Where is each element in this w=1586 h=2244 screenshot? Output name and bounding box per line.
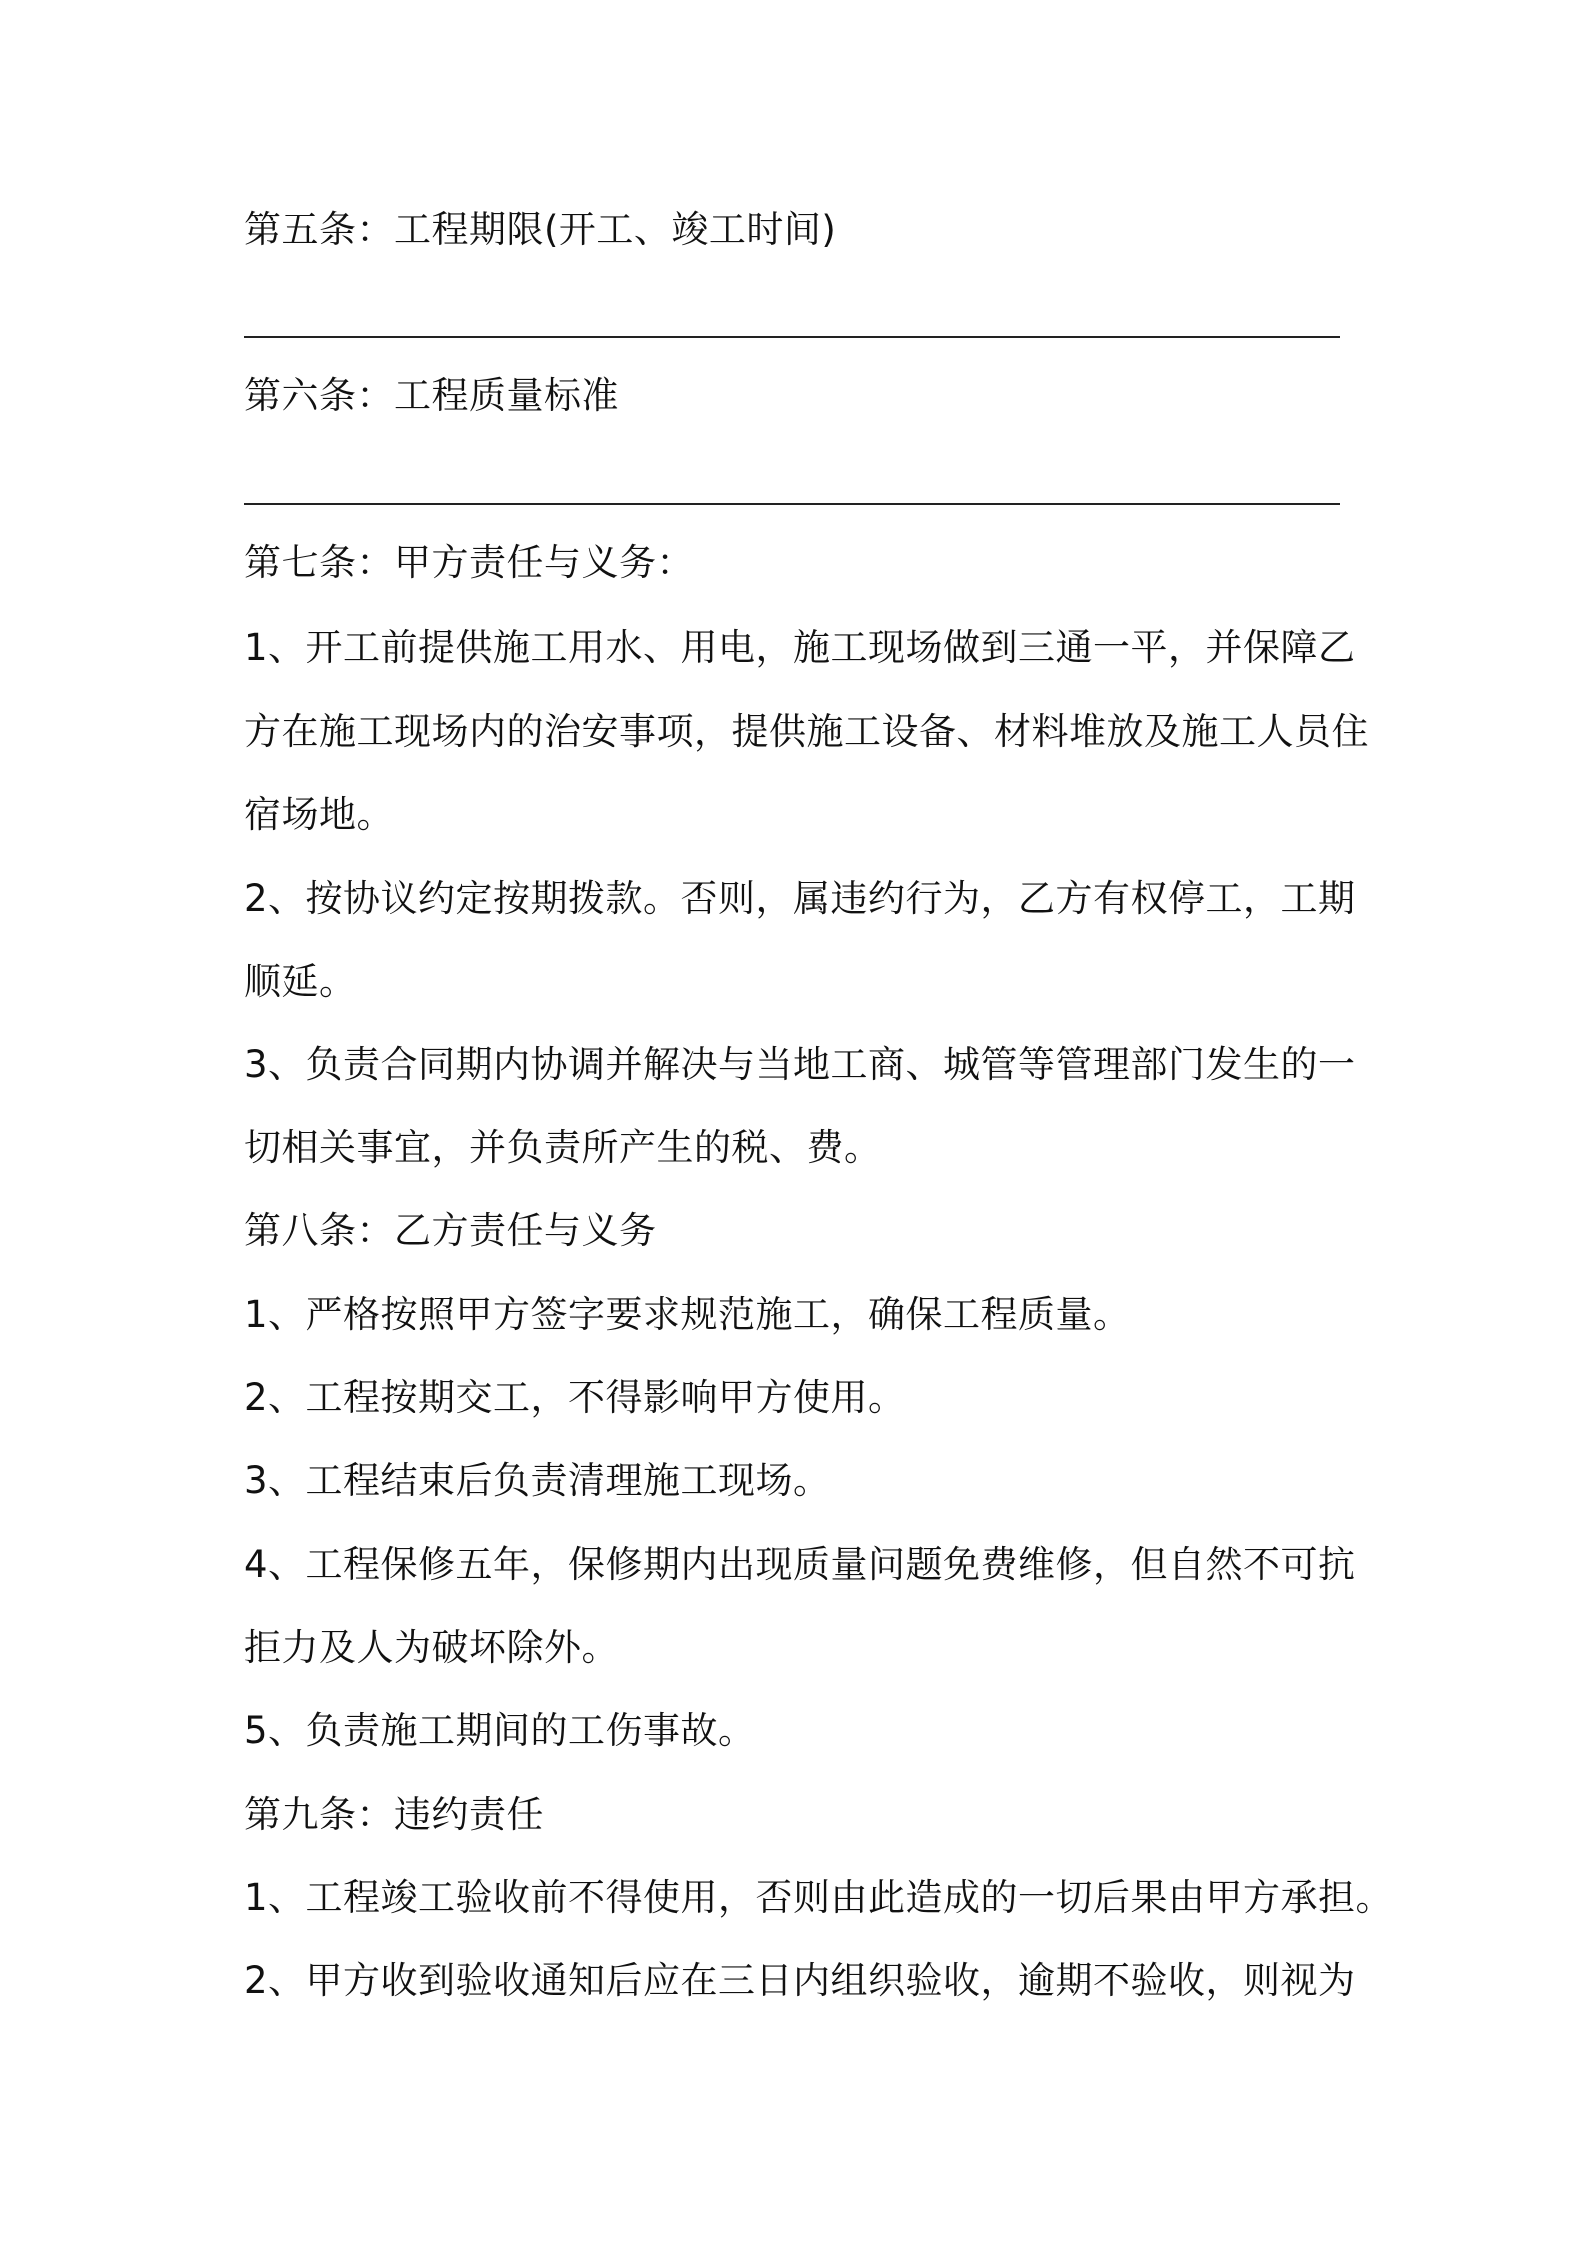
paragraph-line: 1、严格按照甲方签字要求规范施工，确保工程质量。	[244, 1293, 1131, 1336]
article-5-heading: 第五条：工程期限(开工、竣工时间)	[244, 208, 837, 251]
paragraph-line: 2、甲方收到验收通知后应在三日内组织验收，逾期不验收，则视为	[244, 1959, 1356, 2002]
blank-fill-line	[244, 336, 1340, 338]
paragraph-line: 切相关事宜，并负责所产生的税、费。	[244, 1126, 882, 1169]
article-9-heading: 第九条：违约责任	[244, 1793, 544, 1836]
paragraph-line: 2、按协议约定按期拨款。否则，属违约行为，乙方有权停工，工期	[244, 877, 1356, 920]
paragraph-line: 1、开工前提供施工用水、用电，施工现场做到三通一平，并保障乙	[244, 626, 1356, 669]
paragraph-line: 5、负责施工期间的工伤事故。	[244, 1709, 756, 1752]
article-8-heading: 第八条：乙方责任与义务	[244, 1209, 657, 1252]
paragraph-line: 顺延。	[244, 960, 357, 1003]
article-6-heading: 第六条：工程质量标准	[244, 374, 619, 417]
paragraph-line: 方在施工现场内的治安事项，提供施工设备、材料堆放及施工人员住	[244, 710, 1369, 753]
paragraph-line: 宿场地。	[244, 793, 394, 836]
paragraph-line: 拒力及人为破坏除外。	[244, 1626, 619, 1669]
article-7-heading: 第七条：甲方责任与义务：	[244, 541, 694, 584]
paragraph-line: 3、负责合同期内协调并解决与当地工商、城管等管理部门发生的一	[244, 1043, 1356, 1086]
paragraph-line: 3、工程结束后负责清理施工现场。	[244, 1459, 831, 1502]
paragraph-line: 1、工程竣工验收前不得使用，否则由此造成的一切后果由甲方承担。	[244, 1876, 1394, 1919]
paragraph-line: 4、工程保修五年，保修期内出现质量问题免费维修，但自然不可抗	[244, 1543, 1356, 1586]
blank-fill-line	[244, 503, 1340, 505]
paragraph-line: 2、工程按期交工，不得影响甲方使用。	[244, 1376, 906, 1419]
